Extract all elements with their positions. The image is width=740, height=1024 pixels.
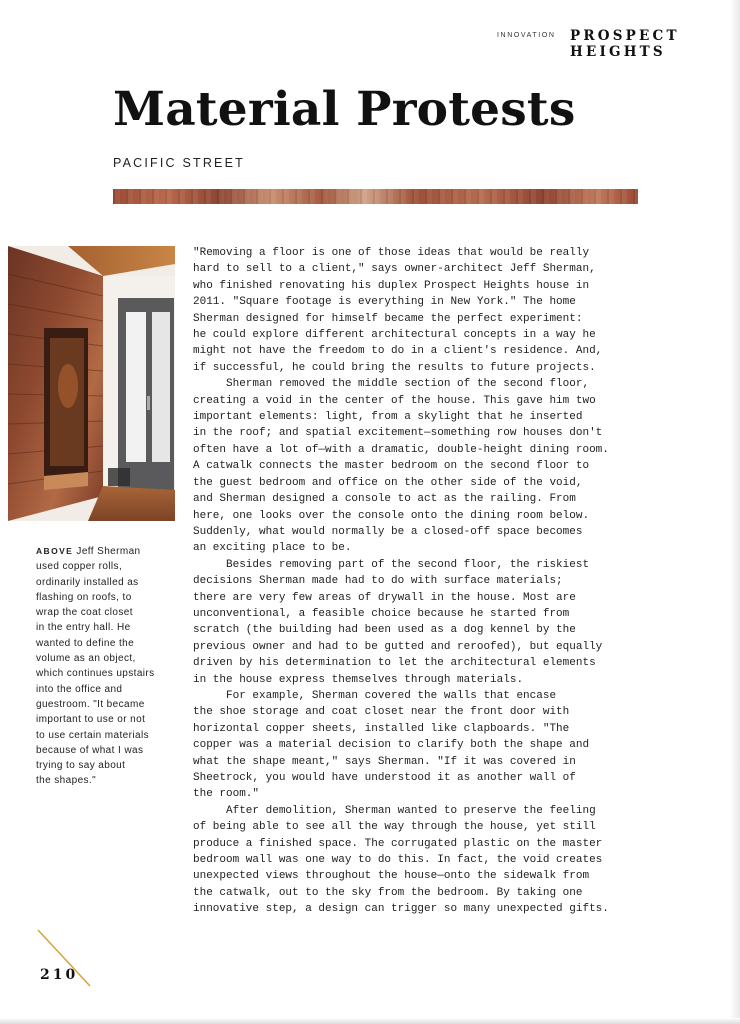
article-line: might not have the freedom to do in a client's residence. And, [193, 345, 603, 358]
article-line: creating a void in the center of the house. This gave him two [193, 394, 596, 407]
article-line: hard to sell to a client," says owner-architect Jeff Sherman, [193, 263, 596, 276]
caption-line [36, 651, 176, 666]
caption-text: the shapes." [36, 775, 97, 787]
caption-text: into the office and [36, 683, 123, 695]
article-line: often have a lot of—with a dramatic, double-height dining room. [193, 443, 609, 456]
page-edge-shadow [730, 0, 740, 1024]
article-line: A catwalk connects the master bedroom on the second floor to [193, 460, 590, 473]
caption-line [36, 590, 176, 605]
article-line: Sherman designed for himself became the perfect experiment: [193, 312, 583, 325]
caption-text: guestroom. "It became [36, 698, 145, 710]
article-line: the guest bedroom and office on the other side of the void, [193, 476, 583, 489]
caption-line [36, 666, 176, 681]
article-paragraph [193, 688, 643, 803]
article-line: unconventional, a feasible choice because he started from [193, 607, 570, 620]
article-line: horizontal copper sheets, installed like clapboards. "The [193, 722, 570, 735]
caption-text: because of what I was [36, 744, 144, 756]
caption-text: wrap the coat closet [36, 607, 133, 619]
caption-text: important to use or not [36, 714, 146, 726]
article-paragraph [193, 245, 643, 376]
article-line: bedroom wall was one way to do this. In fact, the void creates [193, 854, 603, 867]
page-bottom-edge [0, 1018, 740, 1024]
article-line: he could explore different architectural concepts in a way he [193, 329, 596, 342]
article-line: previous owner and had to be gutted and reroofed), but equally [193, 640, 603, 653]
article-line: Sheetrock, you would have understood it as another wall of [193, 772, 576, 784]
article-line: important elements: light, from a skylight that he inserted [193, 411, 583, 424]
article-body [193, 245, 643, 918]
article-line: 2011. "Square footage is everything in New York." The home [193, 296, 576, 309]
article-line: produce a finished space. The corrugated plastic on the master [193, 837, 603, 850]
article-line: in the roof; and spatial excitement—something row houses don't [193, 427, 603, 440]
brand-logo [570, 28, 680, 60]
article-paragraph [193, 803, 643, 918]
caption-text: flashing on roofs, to [36, 591, 132, 603]
article-line: For example, Sherman covered the walls that encase [193, 689, 557, 702]
caption-line [36, 605, 176, 620]
section-label: INNOVATION [497, 32, 556, 39]
copper-texture-strip [113, 189, 638, 204]
caption-line [36, 620, 176, 635]
article-line: here, one looks over the console onto the dining room below. [193, 509, 590, 522]
article-line: innovative step, a design can trigger so many unexpected gifts. [193, 903, 609, 916]
caption-text: to use certain materials [36, 729, 149, 741]
article-line: decisions Sherman made had to do with surface materials; [193, 575, 563, 588]
caption-line [36, 743, 176, 758]
article-line: "Removing a floor is one of those ideas that would be really [193, 247, 590, 259]
caption-line [36, 758, 176, 773]
article-line: an exciting place to be. [193, 542, 352, 555]
brand-line-2: HEIGHTS [570, 44, 666, 60]
caption-line [36, 697, 176, 712]
caption-line [36, 636, 176, 651]
caption-line [36, 712, 176, 727]
page-number: 210 [40, 967, 79, 983]
caption-text: Jeff Sherman [73, 546, 141, 557]
article-line: there are very few areas of drywall in the house. Most are [193, 591, 576, 604]
article-line: Sherman removed the middle section of the second floor, [193, 378, 590, 391]
article-line: copper was a material decision to clarify both the shape and [193, 739, 590, 752]
caption-line [36, 575, 176, 590]
article-paragraph [193, 557, 643, 688]
article-line: if successful, he could bring the results to future projects. [193, 361, 596, 374]
caption-text: used copper rolls, [36, 561, 123, 573]
article-line: Besides removing part of the second floor, the riskiest [193, 558, 590, 571]
caption-line [36, 682, 176, 697]
caption-line [36, 728, 176, 743]
article-subtitle: PACIFIC STREET [113, 156, 245, 170]
caption-line [36, 559, 176, 574]
caption-text: which continues upstairs [36, 668, 155, 680]
article-line: and Sherman designed a console to act as the railing. From [193, 493, 576, 506]
article-line: what the shape meant," says Sherman. "If it was covered in [193, 755, 576, 768]
caption-lines [36, 544, 176, 789]
caption-text: ordinarily installed as [36, 576, 139, 588]
article-line: the room." [193, 788, 260, 801]
article-line: the catwalk, out to the sky from the bedroom. By taking one [193, 886, 583, 899]
article-line: After demolition, Sherman wanted to preserve the feeling [193, 804, 596, 817]
photo-caption [36, 544, 176, 789]
article-line: unexpected views throughout the house—onto the sidewalk from [193, 870, 590, 883]
article-line: in the house express themselves through materials. [193, 673, 524, 686]
caption-text: in the entry hall. He [36, 622, 131, 634]
article-line: of being able to see all the way through the house, yet still [193, 821, 596, 834]
brand-line-1: PROSPECT [570, 28, 680, 44]
article-title: Material Protests [113, 82, 576, 137]
article-line: the shoe storage and coat closet near the front door with [193, 706, 570, 719]
entry-hall-illustration [8, 246, 175, 521]
entry-hall-photo [8, 246, 175, 521]
caption-lead: ABOVE [36, 546, 74, 556]
article-paragraph [193, 376, 643, 556]
caption-text: trying to say about [36, 760, 126, 772]
article-line: who finished renovating his duplex Prospect Heights house in [193, 279, 590, 292]
caption-line [36, 544, 176, 559]
caption-text: wanted to define the [36, 637, 135, 649]
article-line: scratch (the building had been used as a dog kennel by the [193, 624, 576, 637]
caption-line [36, 773, 176, 788]
caption-text: volume as an object, [36, 653, 136, 665]
article-line: driven by his determination to let the architectural elements [193, 657, 596, 670]
article-line: Suddenly, what would normally be a closed-off space becomes [193, 525, 583, 538]
